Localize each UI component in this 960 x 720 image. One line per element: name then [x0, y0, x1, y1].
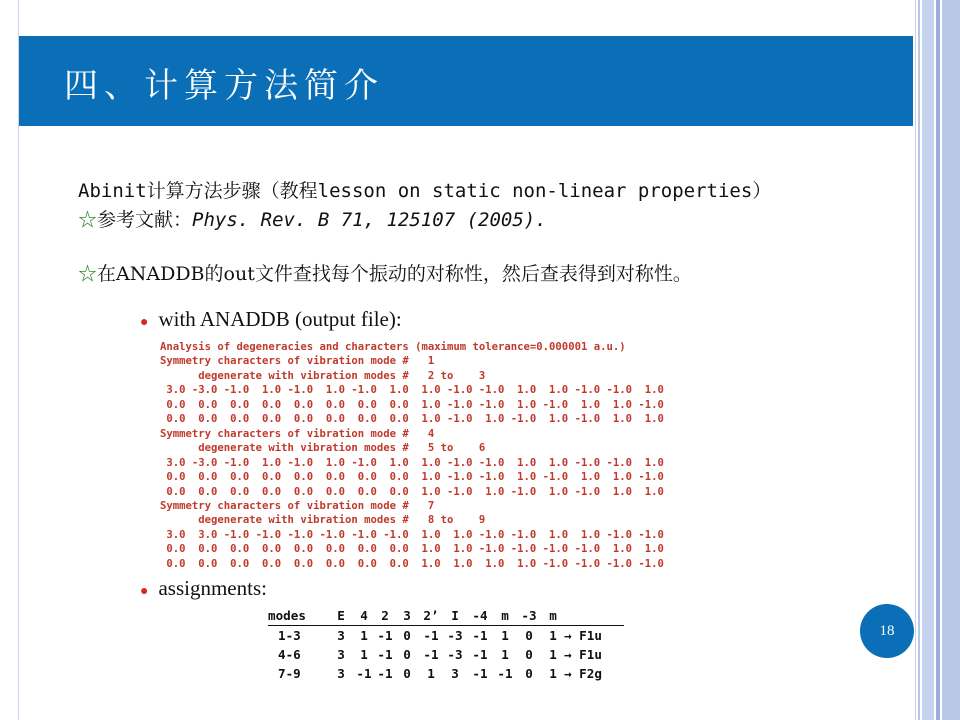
page-number-badge [860, 604, 914, 658]
table-cell: -1 [377, 647, 393, 662]
table-header-cell: 2’ [418, 606, 444, 626]
output-line: 0.0 0.0 0.0 0.0 0.0 0.0 0.0 0.0 1.0 -1.0 1.0 -1.0 1.0 -1.0 1.0 1.0 [160, 413, 664, 426]
table-cell: 1 [360, 628, 368, 643]
star-icon: ☆ [78, 209, 98, 231]
star-icon: ☆ [78, 263, 98, 285]
table-row [268, 626, 624, 646]
output-line: degenerate with vibration modes # 2 to 3 [160, 369, 486, 382]
table-cell: 3 [451, 666, 459, 681]
table-header-cell: -4 [466, 606, 494, 626]
table-cell: -1 [423, 647, 439, 662]
table-cell: 1 [501, 628, 509, 643]
table-cell: 1-3 [278, 628, 301, 643]
reference-line [78, 205, 547, 232]
bullet-dot-icon: ● [140, 315, 149, 330]
output-line: 0.0 0.0 0.0 0.0 0.0 0.0 0.0 0.0 1.0 -1.0 1.0 -1.0 1.0 -1.0 1.0 1.0 [160, 485, 664, 498]
table-header-cell: 4 [354, 606, 374, 626]
table-cell: 7-9 [278, 666, 301, 681]
table-header-cell: 2 [374, 606, 396, 626]
output-line: degenerate with vibration modes # 5 to 6 [160, 442, 486, 455]
bullet-dot-icon: ● [140, 584, 149, 599]
table-cell: -1 [472, 647, 488, 662]
anaddb-output-block [160, 340, 664, 571]
table-cell: 4-6 [278, 647, 301, 662]
table-cell: 1 [360, 647, 368, 662]
output-line: Symmetry characters of vibration mode # 1 [160, 355, 435, 368]
table-cell: -1 [423, 628, 439, 643]
table-row [268, 645, 624, 664]
table-cell: -1 [497, 666, 513, 681]
table-cell: → F2g [564, 666, 602, 681]
table-header-cell: -3 [516, 606, 542, 626]
table-cell: -3 [447, 647, 463, 662]
output-line: 0.0 0.0 0.0 0.0 0.0 0.0 0.0 0.0 1.0 1.0 1.0 1.0 -1.0 -1.0 -1.0 -1.0 [160, 557, 664, 570]
bullet-output [140, 307, 402, 332]
table-cell: 0 [403, 647, 411, 662]
output-line: 0.0 0.0 0.0 0.0 0.0 0.0 0.0 0.0 1.0 1.0 -1.0 -1.0 -1.0 -1.0 1.0 1.0 [160, 543, 664, 556]
bullet-assign-label: assignments: [158, 576, 267, 600]
output-line: 3.0 -3.0 -1.0 1.0 -1.0 1.0 -1.0 1.0 1.0 -1.0 -1.0 1.0 1.0 -1.0 -1.0 1.0 [160, 384, 664, 397]
table-header-cell: E [328, 606, 354, 626]
table-cell: 1 [501, 647, 509, 662]
table-cell: -1 [356, 666, 372, 681]
right-decorative-stripes [916, 0, 960, 720]
output-line: 3.0 3.0 -1.0 -1.0 -1.0 -1.0 -1.0 -1.0 1.0 1.0 -1.0 -1.0 1.0 1.0 -1.0 -1.0 [160, 528, 664, 541]
table-header-spacer [564, 606, 624, 626]
table-cell: -1 [377, 628, 393, 643]
table-cell: -1 [377, 666, 393, 681]
bullet-output-label: with ANADDB (output file): [158, 307, 402, 331]
table-cell: 1 [549, 666, 557, 681]
table-cell: 0 [525, 647, 533, 662]
table-cell: → F1u [564, 647, 602, 662]
table-cell: 0 [525, 666, 533, 681]
table-header-cell: I [444, 606, 466, 626]
table-cell: → F1u [564, 628, 602, 643]
table-cell: 0 [403, 666, 411, 681]
table-cell: 3 [337, 628, 345, 643]
output-line: Symmetry characters of vibration mode # 4 [160, 427, 435, 440]
note-line [78, 259, 692, 286]
table-cell: 3 [337, 666, 345, 681]
table-cell: 3 [337, 647, 345, 662]
output-line: 0.0 0.0 0.0 0.0 0.0 0.0 0.0 0.0 1.0 -1.0 -1.0 1.0 -1.0 1.0 1.0 -1.0 [160, 471, 664, 484]
bullet-assign [140, 576, 267, 601]
table-cell: 1 [549, 647, 557, 662]
table-header-cell: modes [268, 606, 328, 626]
table-header-row [268, 606, 624, 626]
table-header-cell: m [494, 606, 516, 626]
table-header-cell: m [542, 606, 564, 626]
table-row [268, 664, 624, 683]
table-cell: 0 [525, 628, 533, 643]
output-line: degenerate with vibration modes # 8 to 9 [160, 514, 486, 527]
note-text: 在ANADDB的out文件查找每个振动的对称性，然后查表得到对称性。 [97, 263, 692, 285]
left-border [0, 0, 6, 720]
output-line: 0.0 0.0 0.0 0.0 0.0 0.0 0.0 0.0 1.0 -1.0 -1.0 1.0 -1.0 1.0 1.0 -1.0 [160, 398, 664, 411]
intro-line: Abinit计算方法步骤（教程lesson on static non-linear properties） [78, 180, 772, 202]
slide-title: 四、计算方法简介 [64, 66, 384, 106]
reference-citation: Phys. Rev. B 71, 125107 (2005). [192, 209, 547, 231]
page-number: 18 [879, 622, 895, 639]
table-cell: -1 [472, 666, 488, 681]
output-line: Symmetry characters of vibration mode # 7 [160, 499, 435, 512]
table-cell: 1 [549, 628, 557, 643]
output-line: 3.0 -3.0 -1.0 1.0 -1.0 1.0 -1.0 1.0 1.0 -1.0 -1.0 1.0 1.0 -1.0 -1.0 1.0 [160, 456, 664, 469]
table-cell: -1 [472, 628, 488, 643]
table-header-cell: 3 [396, 606, 418, 626]
assignments-table [268, 606, 624, 683]
table-cell: -3 [447, 628, 463, 643]
output-line: Analysis of degeneracies and characters (maximum tolerance=0.000001 a.u.) [160, 341, 626, 353]
reference-prefix: 参考文献： [97, 209, 193, 231]
table-cell: 1 [427, 666, 435, 681]
table-cell: 0 [403, 628, 411, 643]
